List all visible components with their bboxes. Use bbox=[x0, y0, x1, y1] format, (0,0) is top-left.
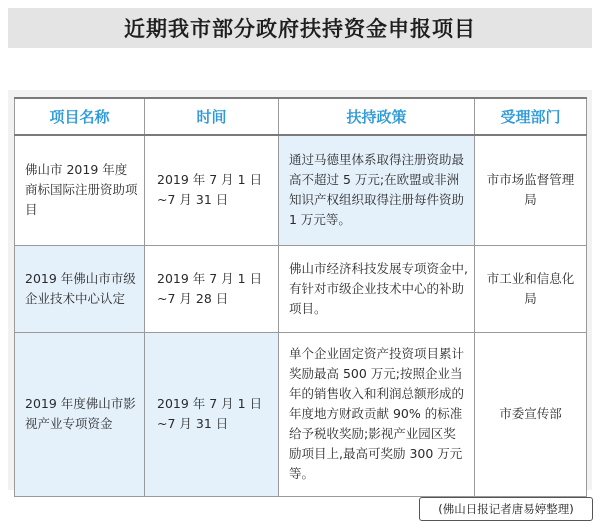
header-policy: 扶持政策 bbox=[279, 98, 475, 135]
cell-project-name: 2019 年佛山市市级企业技术中心认定 bbox=[15, 245, 145, 332]
cell-dept: 市市场监督管理局 bbox=[475, 135, 587, 245]
table-row bbox=[15, 332, 587, 496]
cell-policy: 单个企业固定资产投资项目累计奖励最高 500 万元;按照企业当年的销售收入和利润总额形成的年度地方财政贡献 90% 的标准给予税收奖励;影视产业园区奖励项目上,最高可奖励 300 万元等。 bbox=[279, 332, 475, 496]
cell-time: 2019 年 7 月 1 日 ~7 月 28 日 bbox=[145, 245, 279, 332]
header-dept: 受理部门 bbox=[475, 98, 587, 135]
page-title: 近期我市部分政府扶持资金申报项目 bbox=[124, 17, 476, 41]
cell-time: 2019 年 7 月 1 日 ~7 月 31 日 bbox=[145, 135, 279, 245]
header-time: 时间 bbox=[145, 98, 279, 135]
cell-policy: 通过马德里体系取得注册资助最高不超过 5 万元;在欧盟或非洲知识产权组织取得注册每件资助 1 万元等。 bbox=[279, 135, 475, 245]
credit-label: (佛山日报记者唐易婷整理) bbox=[419, 497, 593, 521]
cell-dept: 市工业和信息化局 bbox=[475, 245, 587, 332]
table-row bbox=[15, 135, 587, 245]
title-bar bbox=[8, 8, 592, 48]
cell-project-name: 佛山市 2019 年度商标国际注册资助项目 bbox=[15, 135, 145, 245]
header-name: 项目名称 bbox=[15, 98, 145, 135]
table-row bbox=[15, 245, 587, 332]
table-header-row bbox=[15, 98, 587, 135]
cell-project-name: 2019 年度佛山市影视产业专项资金 bbox=[15, 332, 145, 496]
cell-time: 2019 年 7 月 1 日 ~7 月 31 日 bbox=[145, 332, 279, 496]
funding-table bbox=[14, 97, 587, 497]
cell-dept: 市委宣传部 bbox=[475, 332, 587, 496]
cell-policy: 佛山市经济科技发展专项资金中,有针对市级企业技术中心的补助项目。 bbox=[279, 245, 475, 332]
